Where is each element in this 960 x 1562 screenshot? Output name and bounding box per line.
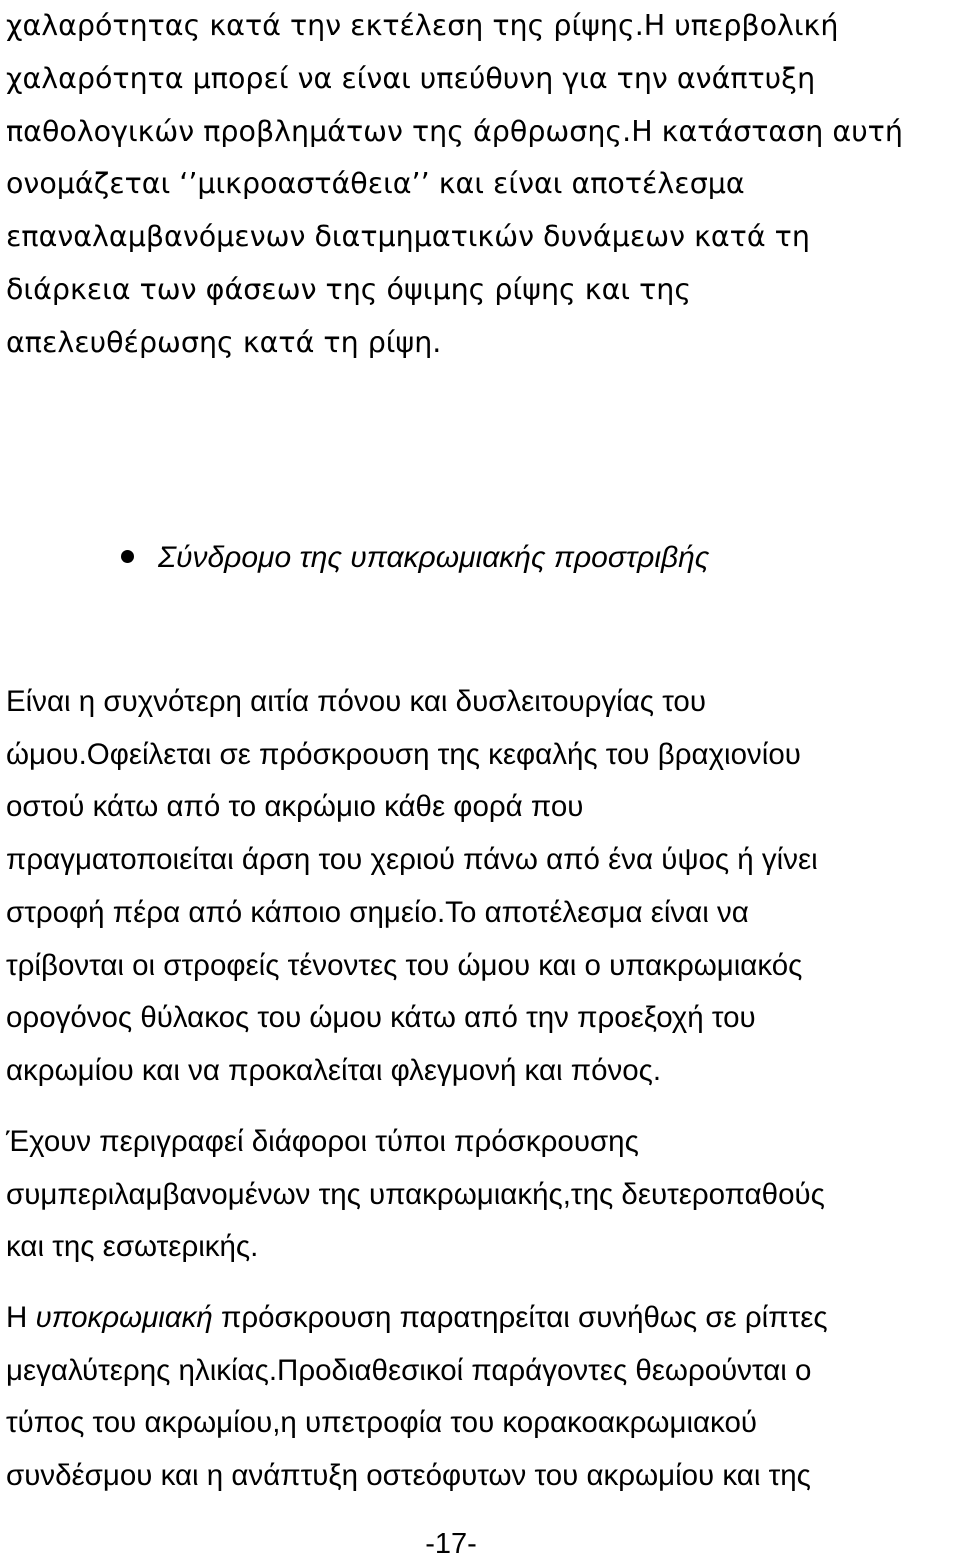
paragraph-laxity: [6, 0, 956, 370]
text-line: μεγαλύτερης ηλικίας.Προδιαθεσικοί παράγοντες θεωρούνται ο: [6, 1353, 812, 1387]
text-line: τύπος του ακρωμίου,η υπετροφία του κορακοακρωμιακού: [6, 1406, 757, 1440]
text-line: απελευθέρωσης κατά τη ρίψη.: [6, 325, 442, 359]
italic-term: υποκρωμιακή: [35, 1301, 213, 1334]
text-line: [6, 1292, 956, 1345]
text-line: οστού κάτω από το ακρώμιο κάθε φορά που: [6, 790, 584, 824]
text-line: ακρωμίου και να προκαλείται φλεγμονή και πόνος.: [6, 1053, 662, 1087]
text-fragment: Η: [6, 1301, 36, 1334]
paragraph-types: [6, 1116, 956, 1274]
text-line: χαλαρότητας κατά την εκτέλεση της ρίψης.Η υπερβολική: [6, 9, 839, 42]
page-number: -17-: [425, 1528, 477, 1560]
text-line: ονομάζεται ‘’μικροαστάθεια’’ και είναι αποτέλεσμα: [6, 167, 745, 201]
text-line: τρίβονται οι στροφείς τένοντες του ώμου και ο υπακρωμιακός: [6, 948, 803, 982]
section-heading: Σύνδρομο της υπακρωμιακής προστριβής: [158, 541, 710, 574]
text-line: παθολογικών προβλημάτων της άρθρωσης.Η κατάσταση αυτή: [6, 114, 903, 148]
text-line: ορογόνος θύλακος του ώμου κάτω από την προεξοχή του: [6, 1001, 756, 1035]
text-line: στροφή πέρα από κάποιο σημείο.Το αποτέλεσμα είναι να: [6, 895, 749, 929]
text-line: πραγματοποιείται άρση του χεριού πάνω από ένα ύψος ή γίνει: [6, 843, 818, 877]
text-line: συμπεριλαμβανομένων της υπακρωμιακής,της δευτεροπαθούς: [6, 1177, 825, 1211]
text-line: διάρκεια των φάσεων της όψιμης ρίψης και της: [6, 272, 692, 306]
text-line: Είναι η συχνότερη αιτία πόνου και δυσλειτουργίας του: [6, 685, 706, 718]
text-fragment: πρόσκρουση παρατηρείται συνήθως σε ρίπτες: [212, 1301, 828, 1334]
text-line: και της εσωτερικής.: [6, 1230, 259, 1264]
text-line: Έχουν περιγραφεί διάφοροι τύποι πρόσκρουσης: [6, 1125, 639, 1158]
bullet-icon: [121, 550, 134, 563]
text-line: συνδέσμου και η ανάπτυξη οστεόφυτων του ακρωμίου και της: [6, 1459, 811, 1493]
text-line: χαλαρότητα μπορεί να είναι υπεύθυνη για την ανάπτυξη: [6, 61, 816, 95]
paragraph-subacromial: [6, 1292, 956, 1503]
bullet-heading: [0, 530, 960, 586]
text-line: ώμου.Οφείλεται σε πρόσκρουση της κεφαλής του βραχιονίου: [6, 737, 801, 771]
paragraph-impingement: [6, 676, 956, 1098]
text-line: επαναλαμβανόμενων διατμηματικών δυνάμεων κατά τη: [6, 220, 810, 254]
